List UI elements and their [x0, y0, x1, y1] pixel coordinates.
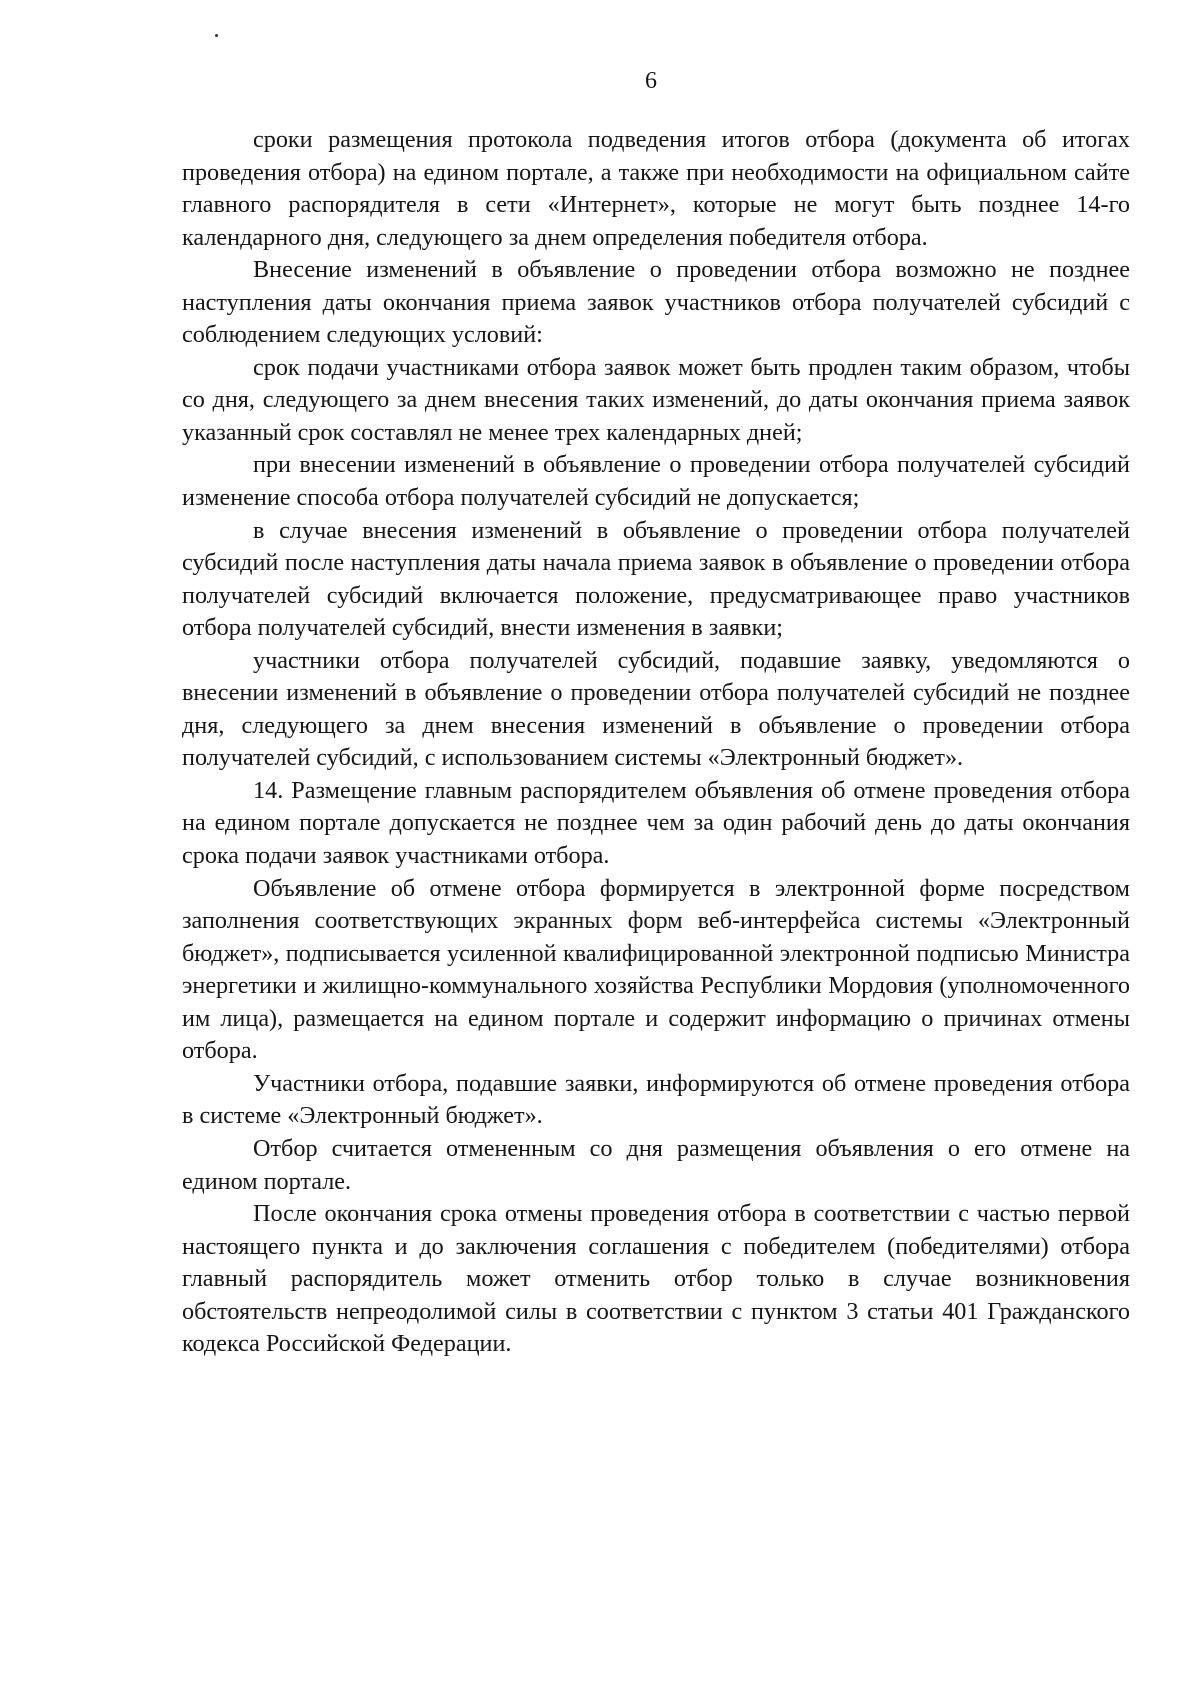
paragraph-participants-informed: Участники отбора, подавшие заявки, информируются об отмене проведения отбора в системе «Электронный бюджет».: [182, 1069, 1130, 1130]
scan-artifact-dot: [215, 34, 218, 37]
paragraph-cancellation-announcement-form: Объявление об отмене отбора формируется в электронной форме посредством заполнения соответствующих экранных форм веб-интерфейса системы «Электронный бюджет», подписывается усиленной квалифицированной электронной подписью Министра энергетики и жилищно-коммунального хозяйства Республики Мордовия (уполномоченного им лица), размещается на едином портале и содержит информацию о причинах отмены отбора.: [182, 874, 1130, 1065]
paragraph-force-majeure: После окончания срока отмены проведения отбора в соответствии с частью первой настоящего пункта и до заключения соглашения с победителем (победителями) отбора главный распорядитель может отменить отбор только в случае возникновения обстоятельств непреодолимой силы в соответствии с пунктом 3 статьи 401 Гражданского кодекса Российской Федерации.: [182, 1200, 1130, 1358]
paragraph-announcement-changes: Внесение изменений в объявление о проведении отбора возможно не позднее наступления даты окончания приема заявок участников отбора получателей субсидий с соблюдением следующих условий:: [182, 256, 1130, 349]
paragraph-participant-notification: участники отбора получателей субсидий, подавшие заявку, уведомляются о внесении изменений в объявление о проведении отбора получателей субсидий не позднее дня, следующего за днем внесения изменений в объявление о проведении отбора получателей субсидий, с использованием системы «Электронный бюджет».: [182, 646, 1130, 772]
paragraph-item-14-cancellation: 14. Размещение главным распорядителем объявления об отмене проведения отбора на едином портале допускается не позднее чем за один рабочий день до даты окончания срока подачи заявок участниками отбора.: [182, 776, 1130, 870]
paragraph-publication-deadline: сроки размещения протокола подведения итогов отбора (документа об итогах проведения отбора) на едином портале, а также при необходимости на официальном сайте главного распорядителя в сети «Интернет», которые не могут быть позднее 14-го календарного дня, следующего за днем определения победителя отбора.: [182, 126, 1130, 251]
document-body: [182, 124, 1130, 1361]
paragraph-cancellation-effective: Отбор считается отмененным со дня размещения объявления о его отмене на едином портале.: [182, 1134, 1130, 1195]
page-number: 6: [645, 68, 657, 94]
paragraph-right-to-amend-applications: в случае внесения изменений в объявление о проведении отбора получателей субсидий после наступления даты начала приема заявок в объявление о проведении отбора получателей субсидий включается положение, предусматривающее право участников отбора получателей субсидий, внести изменения в заявки;: [182, 516, 1130, 642]
paragraph-extension-condition: срок подачи участниками отбора заявок может быть продлен таким образом, чтобы со дня, следующего за днем внесения таких изменений, до даты окончания приема заявок указанный срок составлял не менее трех календарных дней;: [182, 353, 1130, 446]
paragraph-method-change-prohibited: при внесении изменений в объявление о проведении отбора получателей субсидий изменение способа отбора получателей субсидий не допускается;: [182, 451, 1130, 512]
